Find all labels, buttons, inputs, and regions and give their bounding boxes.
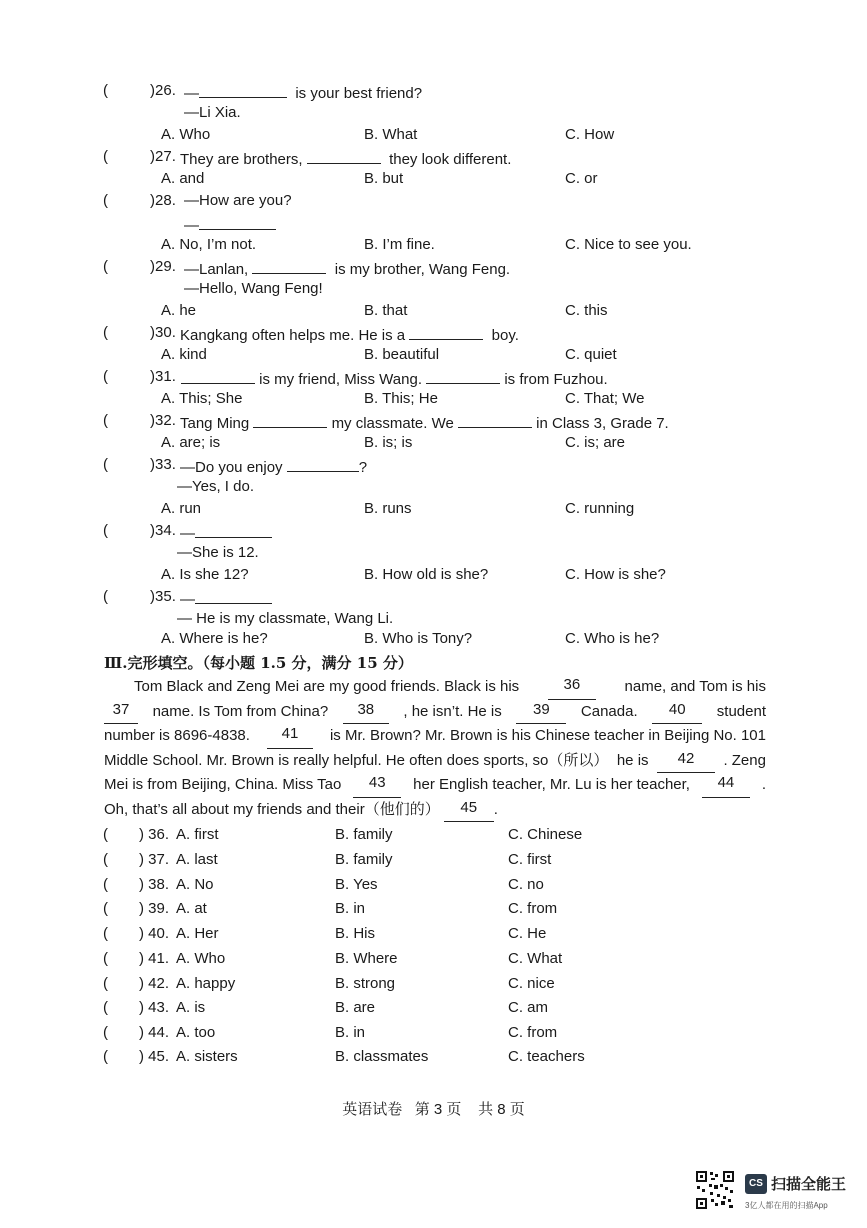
question-29-reply xyxy=(0,278,867,300)
question-number: ) 44. xyxy=(139,1024,170,1041)
question-34-reply xyxy=(0,542,867,564)
cloze-question-37 xyxy=(0,849,867,871)
answer-paren: ( xyxy=(103,851,108,868)
answer-paren: ( xyxy=(103,456,108,473)
answer-paren: ( xyxy=(103,258,108,275)
cloze-blank-36[interactable]: 36 xyxy=(548,675,596,700)
option-b[interactable]: B. How old is she? xyxy=(364,566,489,583)
page-footer: 英语试卷 第 3 页 共 8 页 xyxy=(342,1101,525,1118)
question-31 xyxy=(0,366,867,388)
qr-code-icon xyxy=(695,1170,735,1210)
answer-blank[interactable] xyxy=(409,322,483,340)
answer-blank[interactable] xyxy=(252,256,326,274)
option-a[interactable]: A. run xyxy=(161,500,202,517)
option-c[interactable]: C. is; are xyxy=(565,434,626,451)
passage-line xyxy=(104,749,766,774)
passage-line xyxy=(104,773,766,798)
cloze-blank-45[interactable]: 45 xyxy=(444,798,494,823)
answer-paren: ( xyxy=(103,82,108,99)
option-b[interactable]: B. Where xyxy=(335,950,398,967)
question-number: ) 38. xyxy=(139,876,170,893)
question-stem: — is your best friend? xyxy=(184,80,422,105)
passage-text: is Mr. Brown? Mr. Brown is his Chinese teacher in Beijing No. 101 xyxy=(329,727,766,744)
option-c[interactable]: C. How xyxy=(565,126,615,143)
option-c[interactable]: C. Nice to see you. xyxy=(565,236,692,253)
cloze-blank-40[interactable]: 40 xyxy=(652,700,702,725)
option-a[interactable]: A. This; She xyxy=(161,390,243,407)
passage-line xyxy=(104,724,766,749)
option-b[interactable]: B. but xyxy=(364,170,404,187)
option-b[interactable]: B. What xyxy=(364,126,418,143)
answer-paren: ( xyxy=(103,192,108,209)
option-c[interactable]: C. am xyxy=(508,999,549,1016)
option-b[interactable]: B. in xyxy=(335,1024,366,1041)
option-b[interactable]: B. in xyxy=(335,900,366,917)
option-a[interactable]: A. Who xyxy=(176,950,226,967)
answer-paren: ( xyxy=(103,876,108,893)
option-c[interactable]: C. What xyxy=(508,950,563,967)
option-b[interactable]: B. strong xyxy=(335,975,396,992)
question-number: )34. xyxy=(150,522,176,539)
cloze-question-44 xyxy=(0,1022,867,1044)
scanner-tagline: 3亿人都在用的扫描App xyxy=(745,1201,828,1210)
option-c[interactable]: C. teachers xyxy=(508,1048,585,1065)
option-c[interactable]: C. this xyxy=(565,302,608,319)
option-c[interactable]: C. He xyxy=(508,925,547,942)
cloze-blank-42[interactable]: 42 xyxy=(657,749,715,774)
option-b[interactable]: B. beautiful xyxy=(364,346,440,363)
option-b[interactable]: B. I’m fine. xyxy=(364,236,435,253)
question-35-options xyxy=(0,628,867,650)
question-27 xyxy=(0,146,867,168)
question-26-reply xyxy=(0,102,867,124)
passage-text: Tom Black and Zeng Mei are my good friends. Black is his xyxy=(134,678,520,695)
question-35 xyxy=(0,586,867,608)
option-b[interactable]: B. classmates xyxy=(335,1048,429,1065)
question-stem: —How are you? xyxy=(184,192,292,209)
answer-paren: ( xyxy=(103,1024,108,1041)
option-c[interactable]: C. first xyxy=(508,851,552,868)
option-a[interactable]: A. happy xyxy=(176,975,236,992)
passage-text: he is xyxy=(616,751,649,769)
option-c[interactable]: C. no xyxy=(508,876,544,893)
question-28-options xyxy=(0,234,867,256)
cloze-blank-38[interactable]: 38 xyxy=(343,700,389,725)
option-b[interactable]: B. family xyxy=(335,851,393,868)
option-b[interactable]: B. Yes xyxy=(335,876,378,893)
option-c[interactable]: C. running xyxy=(565,500,635,517)
passage-text: Oh, that’s all about my friends and their（他们的） xyxy=(104,800,440,818)
option-a[interactable]: A. Her xyxy=(176,925,219,942)
option-a[interactable]: A. No, I’m not. xyxy=(161,236,257,253)
passage-text: , he isn’t. He is xyxy=(403,702,502,720)
answer-paren: ( xyxy=(103,999,108,1016)
cloze-blank-41[interactable]: 41 xyxy=(267,724,313,749)
answer-blank[interactable] xyxy=(287,454,359,472)
option-c[interactable]: C. from xyxy=(508,1024,558,1041)
option-a[interactable]: A. Where is he? xyxy=(161,630,268,647)
answer-paren: ( xyxy=(103,1048,108,1065)
question-27-options xyxy=(0,168,867,190)
option-c[interactable]: C. quiet xyxy=(565,346,617,363)
option-a[interactable]: A. kind xyxy=(161,346,207,363)
option-b[interactable]: B. are xyxy=(335,999,376,1016)
question-number: )33. xyxy=(150,456,176,473)
passage-text: Mei is from Beijing, China. Miss Tao xyxy=(104,776,342,793)
question-number: )27. xyxy=(150,148,176,165)
answer-blank[interactable] xyxy=(253,410,327,428)
answer-paren: ( xyxy=(103,522,108,539)
passage-line xyxy=(104,798,766,823)
option-a[interactable]: A. first xyxy=(176,826,219,843)
cloze-question-45 xyxy=(0,1046,867,1068)
option-a[interactable]: A. are; is xyxy=(161,434,221,451)
question-33 xyxy=(0,454,867,476)
cloze-question-36 xyxy=(0,824,867,846)
question-stem: They are brothers, they look different. xyxy=(180,146,511,171)
question-31-options xyxy=(0,388,867,410)
question-stem: — xyxy=(180,586,272,611)
reply-text: —She is 12. xyxy=(177,544,259,561)
answer-blank[interactable] xyxy=(195,586,272,604)
passage-text: name. Is Tom from China? xyxy=(152,702,329,720)
option-a[interactable]: A. too xyxy=(176,1024,216,1041)
question-35-reply xyxy=(0,608,867,630)
passage-text: Middle School. Mr. Brown is really helpful. He often does sports, so（所以） xyxy=(104,751,609,769)
option-a[interactable]: A. last xyxy=(176,851,218,868)
question-34-options xyxy=(0,564,867,586)
question-stem: —Do you enjoy ? xyxy=(180,454,367,479)
question-26 xyxy=(0,80,867,102)
answer-paren: ( xyxy=(103,588,108,605)
question-stem: is my friend, Miss Wang. is from Fuzhou. xyxy=(181,366,608,391)
question-33-reply xyxy=(0,476,867,498)
passage-text: . xyxy=(493,800,498,818)
answer-paren: ( xyxy=(103,925,108,942)
answer-blank[interactable] xyxy=(181,366,255,384)
passage-text: number is 8696-4838. xyxy=(104,727,250,744)
question-number: ) 40. xyxy=(139,925,170,942)
reply-text: —Hello, Wang Feng! xyxy=(184,280,323,297)
option-b[interactable]: B. that xyxy=(364,302,408,319)
passage-text: name, and Tom is his xyxy=(624,678,766,695)
question-stem: —Lanlan, is my brother, Wang Feng. xyxy=(184,256,510,281)
cloze-question-43 xyxy=(0,997,867,1019)
question-32-options xyxy=(0,432,867,454)
question-28 xyxy=(0,190,867,212)
answer-blank[interactable] xyxy=(199,80,287,98)
cloze-question-42 xyxy=(0,973,867,995)
option-a[interactable]: A. is xyxy=(176,999,206,1016)
option-c[interactable]: C. nice xyxy=(508,975,555,992)
option-b[interactable]: B. Who is Tony? xyxy=(364,630,473,647)
option-c[interactable]: C. That; We xyxy=(565,390,645,407)
question-29-options xyxy=(0,300,867,322)
question-number: )30. xyxy=(150,324,176,341)
answer-paren: ( xyxy=(103,148,108,165)
cloze-question-39 xyxy=(0,898,867,920)
question-33-options xyxy=(0,498,867,520)
question-30-options xyxy=(0,344,867,366)
cloze-question-38 xyxy=(0,874,867,896)
cloze-passage xyxy=(104,675,766,822)
passage-text: Canada. xyxy=(580,702,638,720)
question-number: ) 45. xyxy=(139,1048,170,1065)
question-stem: Tang Ming my classmate. We in Class 3, Grade 7. xyxy=(180,410,669,435)
cloze-question-40 xyxy=(0,923,867,945)
passage-text: . Zeng xyxy=(723,751,766,769)
cloze-blank-39[interactable]: 39 xyxy=(516,700,566,725)
cs-logo-icon: CS xyxy=(745,1174,767,1194)
passage-text: . xyxy=(761,776,766,793)
question-number: ) 42. xyxy=(139,975,170,992)
option-c[interactable]: C. How is she? xyxy=(565,566,666,583)
passage-text: student xyxy=(716,702,766,720)
option-c[interactable]: C. Chinese xyxy=(508,826,583,843)
option-a[interactable]: A. and xyxy=(161,170,205,187)
question-number: ) 36. xyxy=(139,826,170,843)
question-26-options xyxy=(0,124,867,146)
question-number: ) 39. xyxy=(139,900,170,917)
option-b[interactable]: B. family xyxy=(335,826,393,843)
answer-paren: ( xyxy=(103,900,108,917)
scanner-watermark xyxy=(695,1170,855,1215)
option-a[interactable]: A. he xyxy=(161,302,197,319)
option-a[interactable]: A. Who xyxy=(161,126,211,143)
passage-line xyxy=(104,675,766,700)
question-number: )28. xyxy=(150,192,176,209)
reply-text: —Yes, I do. xyxy=(177,478,254,495)
answer-paren: ( xyxy=(103,368,108,385)
answer-paren: ( xyxy=(103,324,108,341)
option-a[interactable]: A. at xyxy=(176,900,207,917)
cloze-blank-44[interactable]: 44 xyxy=(702,773,750,798)
answer-blank[interactable] xyxy=(199,212,276,230)
question-number: )32. xyxy=(150,412,176,429)
option-b[interactable]: B. is; is xyxy=(364,434,413,451)
cloze-blank-43[interactable]: 43 xyxy=(353,773,401,798)
answer-paren: ( xyxy=(103,950,108,967)
question-28-reply xyxy=(0,212,867,234)
cloze-blank-37[interactable]: 37 xyxy=(104,700,138,725)
question-number: )26. xyxy=(150,82,176,99)
answer-blank[interactable] xyxy=(307,146,381,164)
passage-line xyxy=(104,700,766,725)
section-title: Ⅲ.完形填空。（每小题 1.5 分，满分 15 分） xyxy=(104,654,413,672)
question-34 xyxy=(0,520,867,542)
question-number: )35. xyxy=(150,588,176,605)
reply-text: —Li Xia. xyxy=(184,104,241,121)
option-a[interactable]: A. sisters xyxy=(176,1048,238,1065)
question-29 xyxy=(0,256,867,278)
question-stem: Kangkang often helps me. He is a boy. xyxy=(180,322,519,347)
scanner-app-name: 扫描全能王 xyxy=(771,1176,847,1193)
answer-blank[interactable] xyxy=(195,520,272,538)
option-c[interactable]: C. Who is he? xyxy=(565,630,660,647)
question-number: ) 41. xyxy=(139,950,170,967)
option-a[interactable]: A. Is she 12? xyxy=(161,566,249,583)
cloze-question-41 xyxy=(0,948,867,970)
answer-blank[interactable] xyxy=(458,410,532,428)
answer-paren: ( xyxy=(103,826,108,843)
question-number: ) 37. xyxy=(139,851,170,868)
question-30 xyxy=(0,322,867,344)
question-number: )29. xyxy=(150,258,176,275)
option-a[interactable]: A. No xyxy=(176,876,214,893)
answer-blank[interactable] xyxy=(426,366,500,384)
option-b[interactable]: B. runs xyxy=(364,500,412,517)
passage-text: her English teacher, Mr. Lu is her teacher, xyxy=(413,776,690,793)
question-stem: — xyxy=(180,520,272,545)
question-number: ) 43. xyxy=(139,999,170,1016)
question-32 xyxy=(0,410,867,432)
option-c[interactable]: C. or xyxy=(565,170,598,187)
answer-paren: ( xyxy=(103,412,108,429)
reply-text: — xyxy=(184,212,276,237)
option-b[interactable]: B. This; He xyxy=(364,390,438,407)
question-number: )31. xyxy=(150,368,176,385)
answer-paren: ( xyxy=(103,975,108,992)
option-c[interactable]: C. from xyxy=(508,900,558,917)
reply-text: — He is my classmate, Wang Li. xyxy=(177,610,394,627)
option-b[interactable]: B. His xyxy=(335,925,376,942)
